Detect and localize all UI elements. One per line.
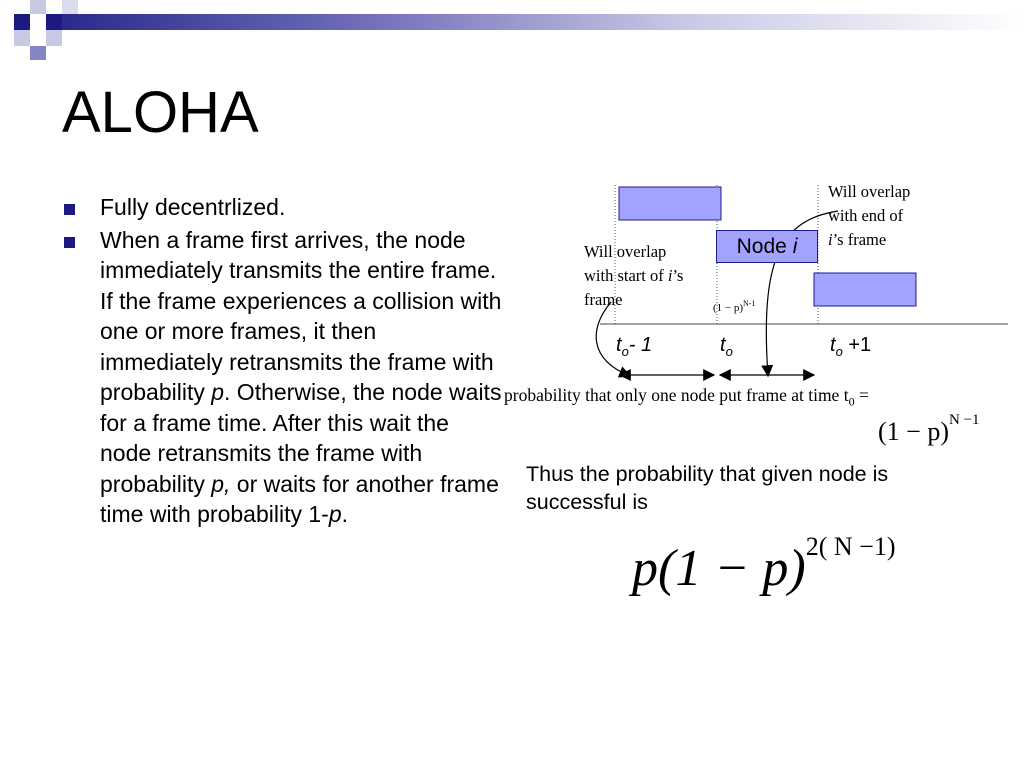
frame-box-late xyxy=(814,273,916,306)
node-label: Node xyxy=(736,234,787,258)
probability-caption xyxy=(504,385,869,410)
formula1-exp: N −1 xyxy=(948,412,980,428)
variable-p: p xyxy=(328,501,342,527)
small-formula-base: (1 − p) xyxy=(713,302,744,314)
overlap-start-rest: ’s xyxy=(672,266,684,285)
formula2-exp: 2( N −1) xyxy=(805,532,896,561)
caption-tail: = xyxy=(854,385,869,405)
overlap-end-rest: ’s frame xyxy=(832,230,887,249)
formula-success xyxy=(632,532,896,598)
tick-t: t xyxy=(720,334,726,356)
tick-t: t xyxy=(830,334,836,356)
small-formula-exp: N-1 xyxy=(743,299,756,308)
overlap-start-line3: frame xyxy=(584,290,623,309)
small-probability-formula xyxy=(713,299,755,314)
variable-p: p xyxy=(211,379,225,405)
bullet-text: Fully decentrlized. xyxy=(100,194,286,220)
overlap-start-pre: with start of xyxy=(584,266,668,285)
frame-box-early xyxy=(619,187,721,220)
overlap-start-var: i xyxy=(667,266,673,285)
overlap-end-label xyxy=(828,180,910,252)
bullet-text-part: . xyxy=(341,501,348,527)
overlap-start-line2 xyxy=(584,264,683,288)
formula2-base: p(1 − p) xyxy=(632,540,806,597)
tick-label-t0 xyxy=(720,334,733,359)
tick-sub: o xyxy=(621,344,629,359)
tick-rest: +1 xyxy=(842,334,872,356)
bullet-text-part: or waits for another frame time with probability 1- xyxy=(100,470,499,527)
slide-title: ALOHA xyxy=(62,80,259,145)
result-text: Thus the probability that given node is successful is xyxy=(526,462,889,514)
node-i-frame xyxy=(716,230,818,263)
tick-sub: o xyxy=(835,344,843,359)
tick-label-t-plus xyxy=(830,334,871,359)
overlap-start-label xyxy=(584,240,683,312)
overlap-end-line2: with end of xyxy=(828,206,904,225)
bullet-text-part: . Otherwise, the node waits for a frame time. After this wait the node retransmits the frame with probability xyxy=(100,379,502,497)
caption-sub: 0 xyxy=(848,394,855,409)
formula-one-node xyxy=(878,412,980,447)
overlap-end-var: i xyxy=(828,230,833,249)
overlap-end-line1: Will overlap xyxy=(828,182,911,201)
variable-p: p, xyxy=(211,470,231,497)
caption-text: probability that only one node put frame at time t xyxy=(504,385,849,405)
tick-sub: o xyxy=(725,344,733,359)
tick-t: t xyxy=(616,334,622,356)
overlap-start-line1: Will overlap xyxy=(584,242,667,261)
formula1-base: (1 − p) xyxy=(878,417,949,446)
overlap-end-line3 xyxy=(828,228,910,252)
bullet-text-part: When a frame first arrives, the node immediately transmits the entire frame. If the frame experiences a collision with one or more frames, it then immediately retransmits the frame with probability xyxy=(100,226,502,405)
node-variable: i xyxy=(792,234,798,258)
tick-rest: - 1 xyxy=(628,334,653,356)
tick-label-t-minus xyxy=(616,334,652,359)
